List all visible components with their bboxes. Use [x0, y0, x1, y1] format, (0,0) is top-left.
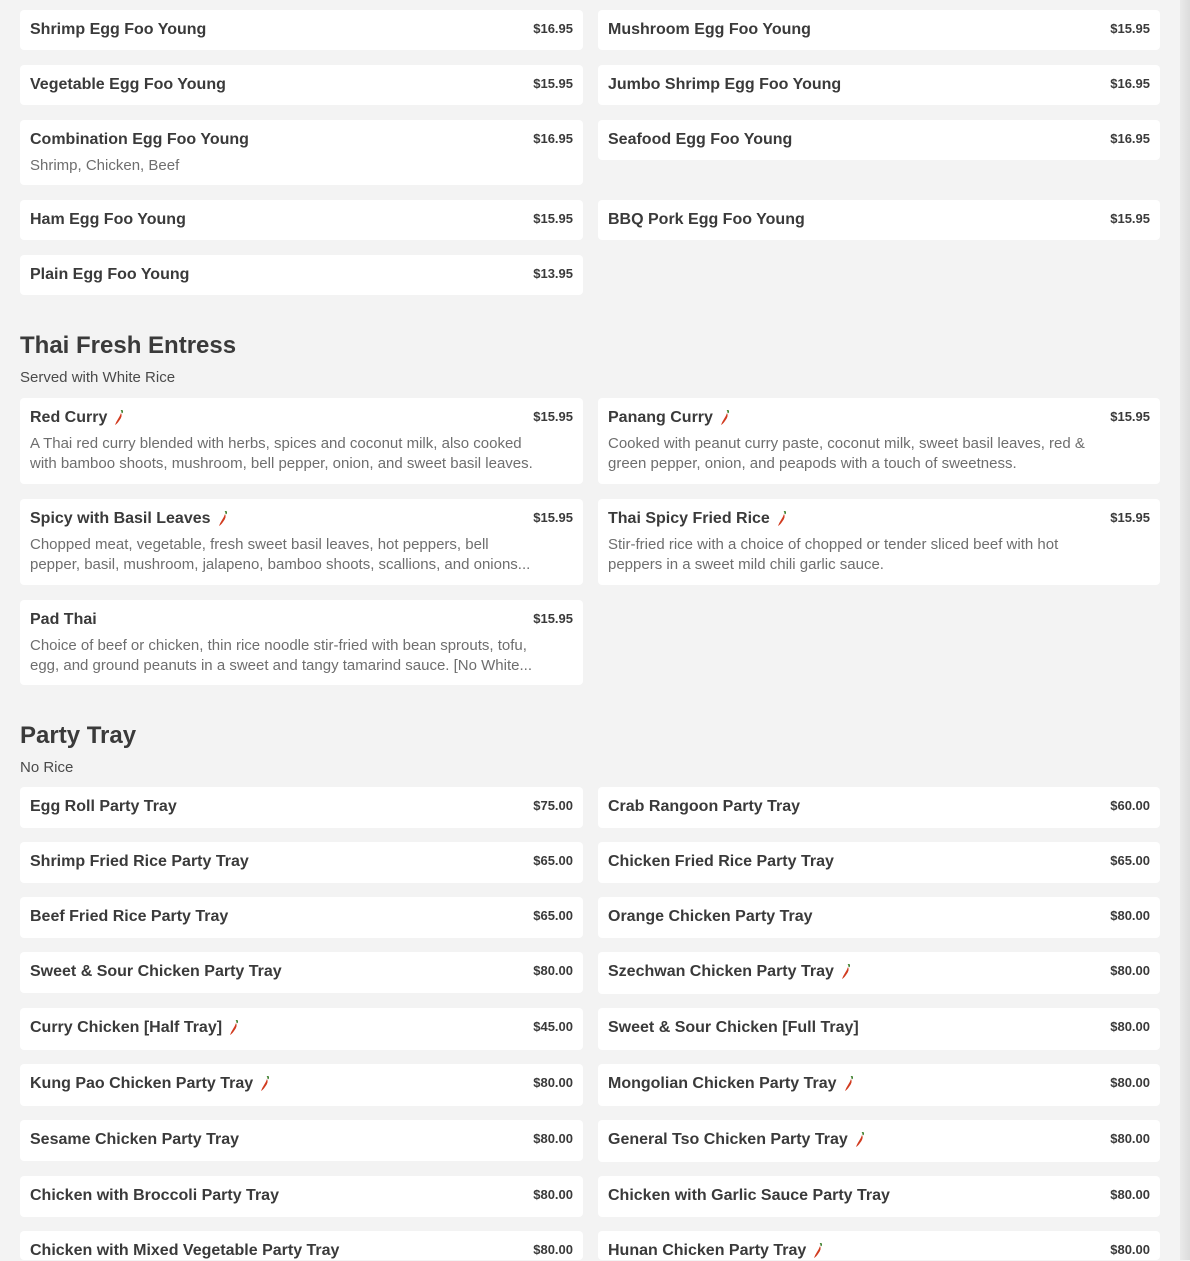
item-description: Chopped meat, vegetable, fresh sweet basil leaves, hot peppers, bell pepper, basil, mushroom, jalapeno, bamboo shoots, scallions, and onions... — [30, 536, 531, 573]
item-price: $15.95 — [533, 409, 573, 424]
item-name: Shrimp Egg Foo Young — [30, 21, 207, 38]
item-name: Plain Egg Foo Young — [30, 266, 190, 283]
item-name: Chicken with Broccoli Party Tray — [30, 1187, 279, 1204]
menu-item-card[interactable] — [598, 10, 1160, 50]
menu-item-card[interactable] — [598, 1064, 1160, 1106]
menu-item-card[interactable] — [20, 255, 583, 295]
menu-item-card[interactable] — [20, 897, 583, 938]
menu-item-card[interactable] — [20, 398, 583, 484]
menu-item-card[interactable] — [598, 120, 1160, 160]
item-price: $80.00 — [1110, 1019, 1150, 1034]
chili-pepper-icon — [720, 410, 730, 426]
item-price: $75.00 — [533, 798, 573, 813]
item-description: A Thai red curry blended with herbs, spices and coconut milk, also cooked with bamboo shoots, mushroom, bell pepper, onion, and sweet basil leaves. — [30, 435, 533, 472]
menu-item-card[interactable] — [598, 787, 1160, 828]
item-price: $15.95 — [1110, 510, 1150, 525]
chili-pepper-icon — [114, 410, 124, 426]
item-name: Vegetable Egg Foo Young — [30, 76, 226, 93]
scrollbar[interactable] — [1180, 0, 1190, 1260]
section-subtitle-party: No Rice — [20, 759, 74, 776]
menu-item-card[interactable] — [20, 1120, 583, 1161]
item-name: Combination Egg Foo Young — [30, 131, 249, 148]
menu-item-card[interactable] — [20, 600, 583, 685]
chili-pepper-icon — [813, 1243, 823, 1259]
item-name: Orange Chicken Party Tray — [608, 908, 813, 925]
item-price: $15.95 — [533, 76, 573, 91]
menu-item-card[interactable] — [20, 499, 583, 585]
menu-item-card[interactable] — [20, 120, 583, 185]
item-name: Mushroom Egg Foo Young — [608, 21, 811, 38]
item-name: Spicy with Basil Leaves — [30, 509, 228, 529]
item-price: $80.00 — [533, 1242, 573, 1257]
item-description: Choice of beef or chicken, thin rice noodle stir-fried with bean sprouts, tofu, egg, and ground peanuts in a sweet and tangy tamarind sauce. [No White... — [30, 637, 532, 674]
menu-item-card[interactable] — [598, 952, 1160, 994]
item-name: Chicken with Garlic Sauce Party Tray — [608, 1187, 890, 1204]
menu-item-card[interactable] — [20, 1176, 583, 1217]
item-price: $80.00 — [533, 1131, 573, 1146]
menu-item-card[interactable] — [598, 398, 1160, 484]
item-price: $15.95 — [1110, 409, 1150, 424]
menu-item-card[interactable] — [598, 1231, 1160, 1260]
item-price: $15.95 — [1110, 21, 1150, 36]
item-price: $80.00 — [533, 963, 573, 978]
item-price: $80.00 — [533, 1187, 573, 1202]
item-price: $80.00 — [1110, 1131, 1150, 1146]
menu-item-card[interactable] — [598, 1120, 1160, 1162]
item-name: Beef Fried Rice Party Tray — [30, 908, 229, 925]
item-price: $45.00 — [533, 1019, 573, 1034]
menu-item-card[interactable] — [20, 1064, 583, 1106]
item-price: $80.00 — [533, 1075, 573, 1090]
item-name: Pad Thai — [30, 611, 97, 628]
item-price: $13.95 — [533, 266, 573, 281]
item-name: Kung Pao Chicken Party Tray — [30, 1074, 270, 1094]
item-name: Mongolian Chicken Party Tray — [608, 1074, 854, 1094]
item-price: $15.95 — [533, 211, 573, 226]
item-price: $65.00 — [533, 908, 573, 923]
menu-item-card[interactable] — [20, 787, 583, 828]
menu-item-card[interactable] — [598, 65, 1160, 105]
chili-pepper-icon — [844, 1076, 854, 1092]
item-name: Seafood Egg Foo Young — [608, 131, 793, 148]
item-name: Crab Rangoon Party Tray — [608, 798, 801, 815]
item-price: $80.00 — [1110, 1187, 1150, 1202]
chili-pepper-icon — [855, 1132, 865, 1148]
chili-pepper-icon — [260, 1076, 270, 1092]
menu-item-card[interactable] — [20, 1231, 583, 1260]
item-price: $80.00 — [1110, 1242, 1150, 1257]
item-name: Curry Chicken [Half Tray] — [30, 1018, 239, 1038]
item-price: $16.95 — [1110, 131, 1150, 146]
item-name: Chicken Fried Rice Party Tray — [608, 853, 834, 870]
menu-item-card[interactable] — [598, 200, 1160, 240]
item-name: BBQ Pork Egg Foo Young — [608, 211, 805, 228]
item-name: Shrimp Fried Rice Party Tray — [30, 853, 249, 870]
item-description: Cooked with peanut curry paste, coconut milk, sweet basil leaves, red & green pepper, onion, and peapods with a touch of sweetness. — [608, 435, 1085, 472]
item-price: $80.00 — [1110, 963, 1150, 978]
item-description: Stir-fried rice with a choice of chopped or tender sliced beef with hot peppers in a sweet mild chili garlic sauce. — [608, 536, 1059, 573]
item-price: $80.00 — [1110, 908, 1150, 923]
item-description: Shrimp, Chicken, Beef — [30, 157, 180, 174]
menu-item-card[interactable] — [598, 499, 1160, 585]
section-subtitle-thai: Served with White Rice — [20, 369, 176, 386]
item-name: Ham Egg Foo Young — [30, 211, 186, 228]
menu-item-card[interactable] — [598, 1176, 1160, 1217]
menu-item-card[interactable] — [20, 10, 583, 50]
menu-item-card[interactable] — [20, 952, 583, 993]
item-price: $15.95 — [533, 611, 573, 626]
item-price: $15.95 — [1110, 211, 1150, 226]
menu-item-card[interactable] — [20, 65, 583, 105]
item-name: Szechwan Chicken Party Tray — [608, 962, 851, 982]
item-price: $80.00 — [1110, 1075, 1150, 1090]
item-price: $16.95 — [1110, 76, 1150, 91]
item-name: Hunan Chicken Party Tray — [608, 1241, 823, 1261]
chili-pepper-icon — [218, 511, 228, 527]
item-name: Chicken with Mixed Vegetable Party Tray — [30, 1242, 340, 1259]
item-name: Jumbo Shrimp Egg Foo Young — [608, 76, 842, 93]
item-price: $65.00 — [533, 853, 573, 868]
menu-item-card[interactable] — [20, 200, 583, 240]
menu-item-card[interactable] — [598, 842, 1160, 883]
chili-pepper-icon — [841, 964, 851, 980]
menu-item-card[interactable] — [20, 842, 583, 883]
item-price: $15.95 — [533, 510, 573, 525]
item-price: $16.95 — [533, 21, 573, 36]
item-name: General Tso Chicken Party Tray — [608, 1130, 865, 1150]
item-name: Thai Spicy Fried Rice — [608, 509, 787, 529]
item-name: Panang Curry — [608, 408, 730, 428]
menu-item-card[interactable] — [598, 897, 1160, 938]
section-title-thai: Thai Fresh Entress — [20, 332, 237, 359]
item-name: Sesame Chicken Party Tray — [30, 1131, 240, 1148]
item-name: Sweet & Sour Chicken [Full Tray] — [608, 1019, 859, 1036]
item-name: Red Curry — [30, 408, 124, 428]
menu-item-card[interactable] — [598, 1008, 1160, 1050]
item-price: $65.00 — [1110, 853, 1150, 868]
menu-item-card[interactable] — [20, 1008, 583, 1050]
item-name: Egg Roll Party Tray — [30, 798, 177, 815]
section-title-party: Party Tray — [20, 722, 137, 749]
item-name: Sweet & Sour Chicken Party Tray — [30, 963, 282, 980]
chili-pepper-icon — [777, 511, 787, 527]
item-price: $60.00 — [1110, 798, 1150, 813]
chili-pepper-icon — [229, 1020, 239, 1036]
item-price: $16.95 — [533, 131, 573, 146]
